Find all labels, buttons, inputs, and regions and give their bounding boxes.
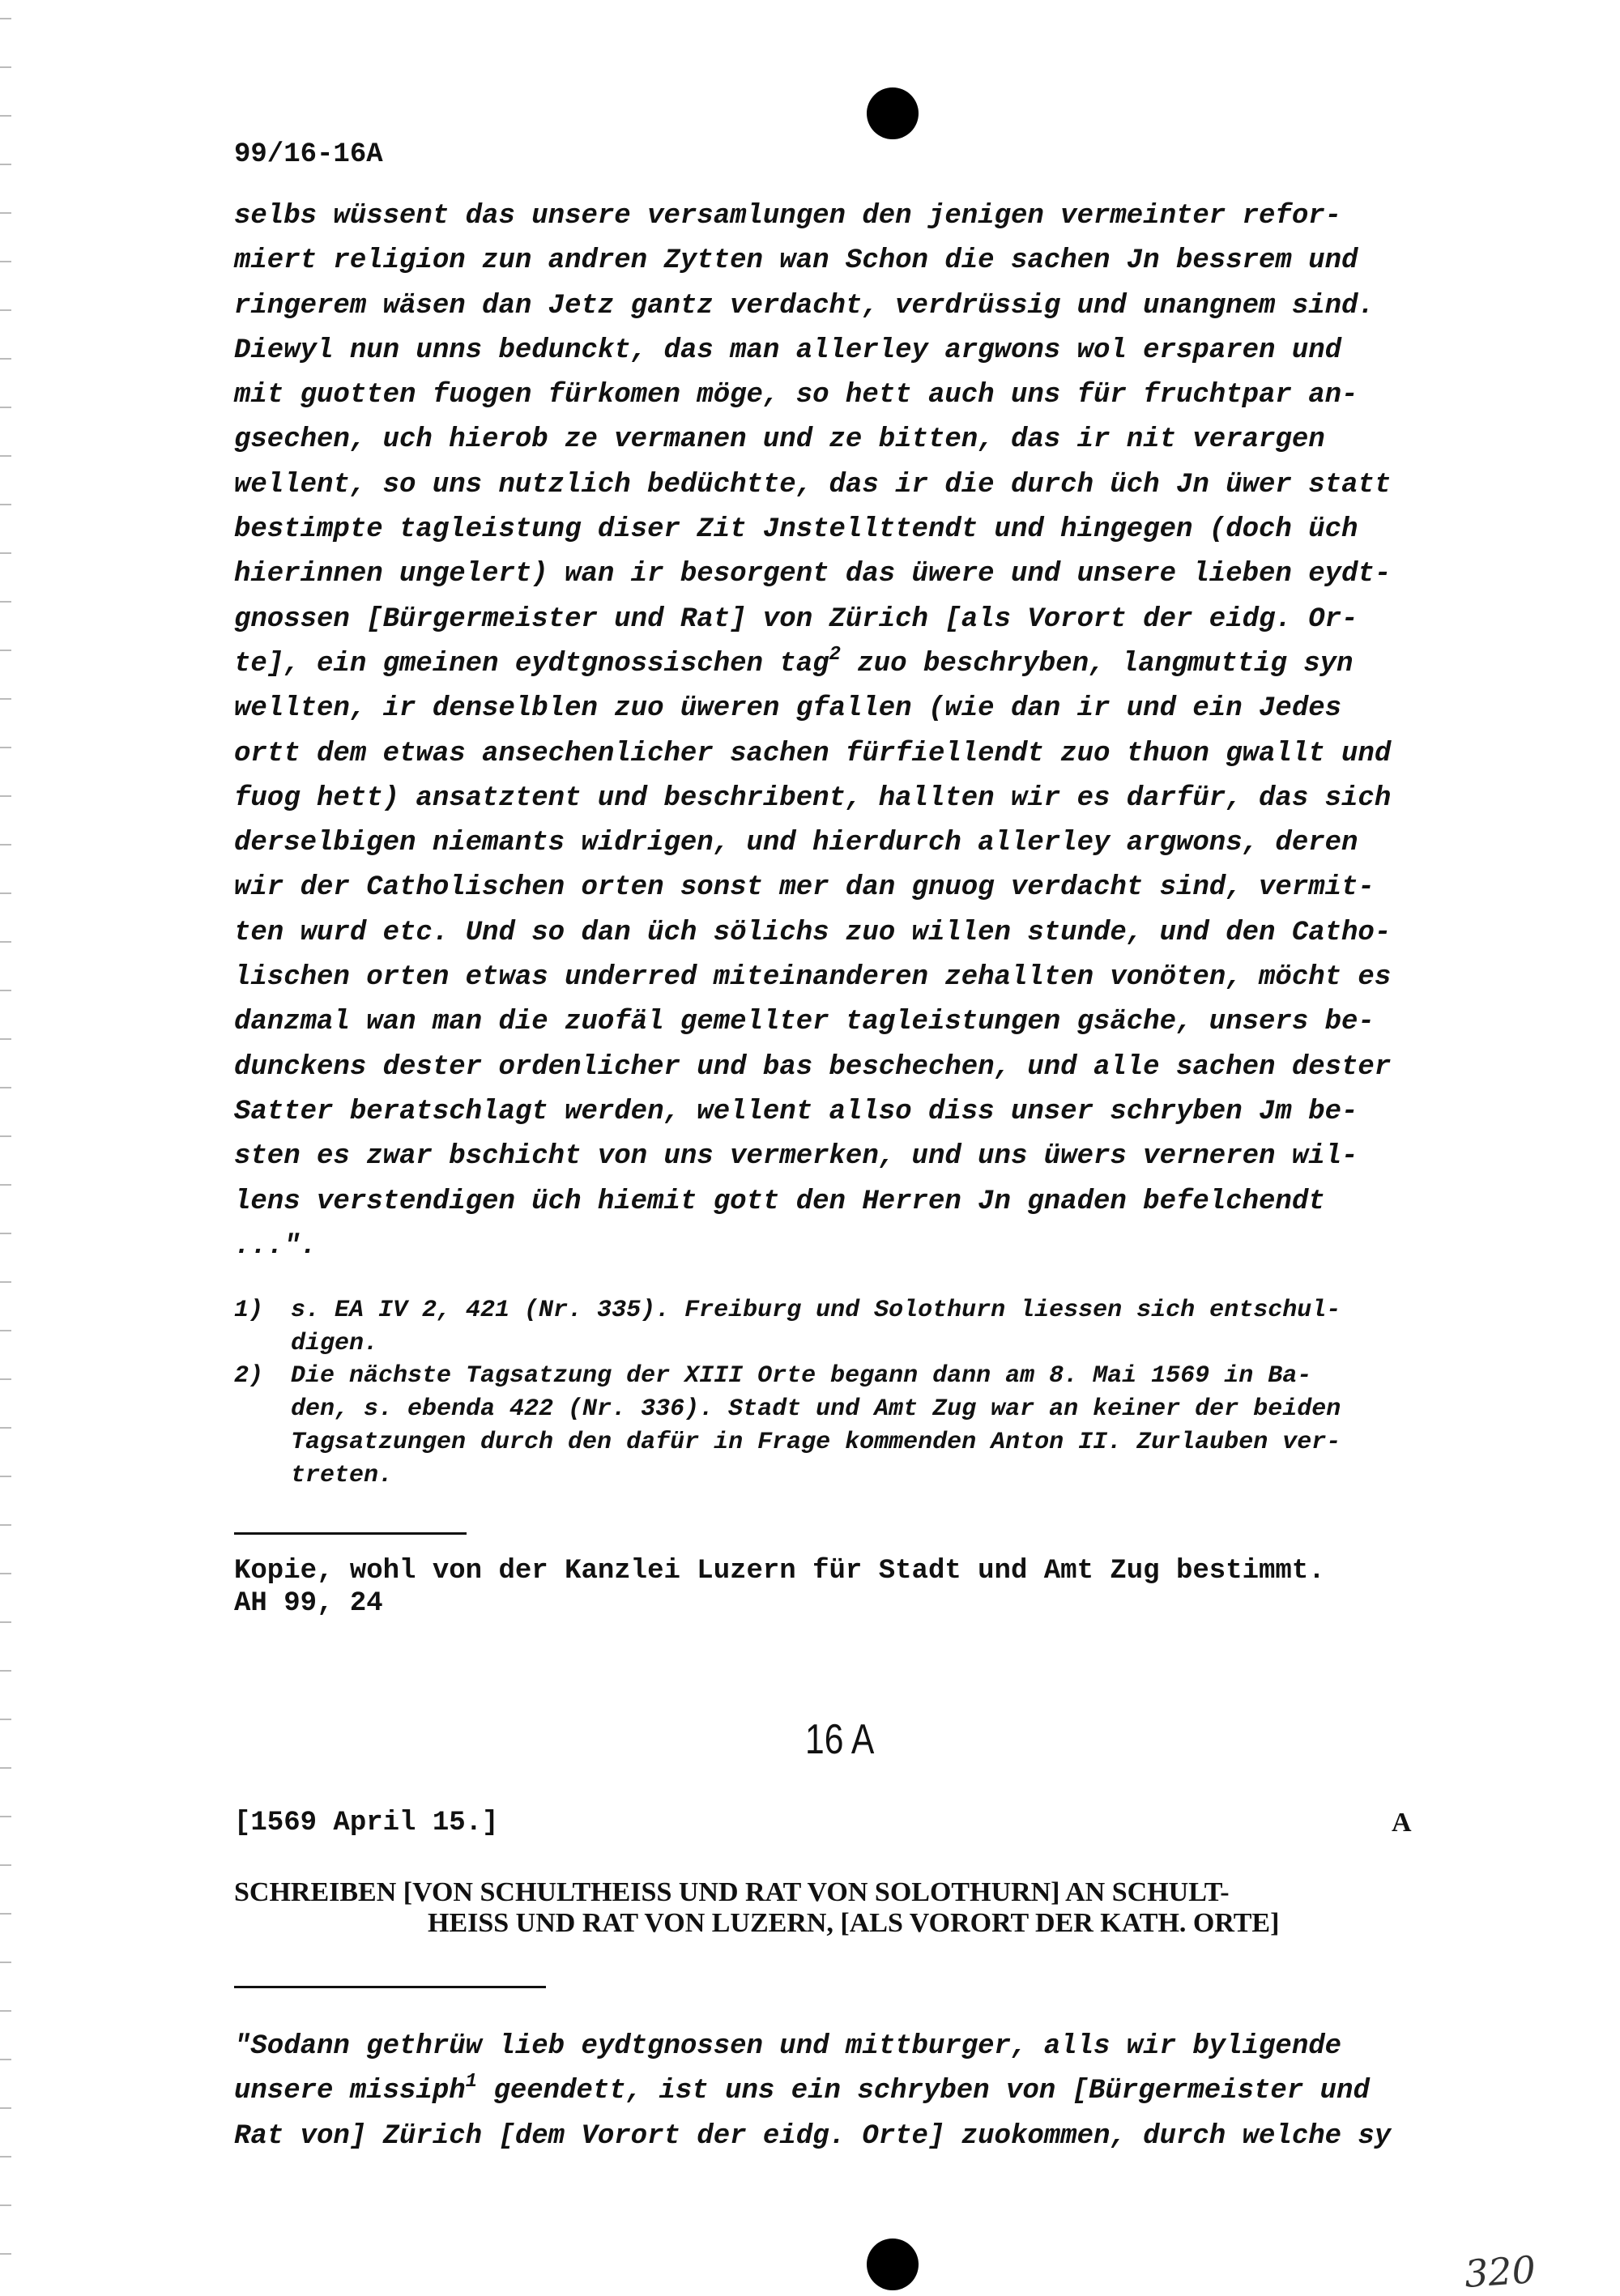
footnote-number: 2) <box>234 1362 264 1390</box>
document-marker: A <box>1392 1808 1412 1838</box>
document-reference: 99/16-16A <box>234 139 383 170</box>
footnote-marker: 2 <box>829 643 841 666</box>
text-line: ortt dem etwas ansechenlicher sachen fürfiellendt zuo thuon gwallt und <box>234 738 1392 769</box>
text-line: dunckens dester ordenlicher und bas beschechen, und alle sachen dester <box>234 1051 1392 1083</box>
text-line: fuog hett) ansatztent und beschribent, hallten wir es darfür, das sich <box>234 782 1392 814</box>
text-line: danzmal wan man die zuofäl gemellter tagleistungen gsäche, unsers be- <box>234 1007 1375 1038</box>
text-line: wir der Catholischen orten sonst mer dan gnuog verdacht sind, vermit- <box>234 872 1375 904</box>
footnote-2 <box>234 1360 1490 1493</box>
text-line-with-footnote <box>234 642 1490 687</box>
text-line: lischen orten etwas underred miteinanderen zehallten vonöten, möcht es <box>234 962 1392 994</box>
separator-rule <box>234 1986 546 1988</box>
footnote-1 <box>234 1294 1490 1361</box>
footnote-line: Tagsatzungen durch den dafür in Frage kommenden Anton II. Zurlauben ver- <box>291 1429 1341 1456</box>
text-line: ten wurd etc. Und so dan üch sölichs zuo willen stunde, und den Catho- <box>234 917 1392 948</box>
footnote-line: s. EA IV 2, 421 (Nr. 335). Freiburg und Solothurn liessen sich entschul- <box>291 1297 1341 1324</box>
document-title-line: HEISS UND RAT VON LUZERN, [ALS VORORT DER KATH. ORTE] <box>428 1908 1280 1938</box>
separator-rule <box>234 1532 467 1535</box>
text-line: gsechen, uch hierob ze vermanen und ze bitten, das ir nit verargen <box>234 424 1325 456</box>
text-line: wellent, so uns nutzlich bedüchtte, das ir die durch üch Jn üwer statt <box>234 469 1392 501</box>
document-date: [1569 April 15.] <box>234 1808 499 1838</box>
handwritten-page-number: 320 <box>1463 2247 1537 2296</box>
footnote-line: Die nächste Tagsatzung der XIII Orte begann dann am 8. Mai 1569 in Ba- <box>291 1362 1312 1390</box>
text-line: gnossen [Bürgermeister und Rat] von Zürich [als Vorort der eidg. Or- <box>234 603 1358 635</box>
text-line-with-footnote <box>234 2069 1530 2114</box>
text-line: derselbigen niemants widrigen, und hierdurch allerley argwons, deren <box>234 828 1358 859</box>
text-line: Diewyl nun unns bedunckt, das man allerley argwons wol ersparen und <box>234 334 1342 366</box>
punch-hole-bottom <box>867 2238 919 2290</box>
document-title-line: SCHREIBEN [VON SCHULTHEISS UND RAT VON SOLOTHURN] AN SCHULT- <box>234 1877 1230 1907</box>
text-segment: unsere missiph <box>234 2076 466 2107</box>
text-line: wellten, ir denselblen zuo üweren gfallen (wie dan ir und ein Jedes <box>234 693 1342 725</box>
text-line: mit guotten fuogen fürkomen möge, so hett auch uns für fruchtpar an- <box>234 380 1358 411</box>
punch-hole-top <box>867 87 919 139</box>
text-line: "Sodann gethrüw lieb eydtgnossen und mittburger, alls wir byligende <box>234 2031 1342 2062</box>
text-line: bestimpte tagleistung diser Zit Jnstellttendt und hingegen (doch üch <box>234 514 1358 546</box>
text-line: Satter beratschlagt werden, wellent allso diss unser schryben Jm be- <box>234 1096 1358 1127</box>
quoted-text <box>234 2025 1530 2159</box>
footnote-line: den, s. ebenda 422 (Nr. 336). Stadt und Amt Zug war an keiner der beiden <box>291 1395 1341 1423</box>
text-line: selbs wüssent das unsere versamlungen den jenigen vermeinter refor- <box>234 201 1342 232</box>
text-segment: te], ein gmeinen eydtgnossischen tag <box>234 648 829 679</box>
text-line: ringerem wäsen dan Jetz gantz verdacht, verdrüssig und unangnem sind. <box>234 290 1375 322</box>
footnote-line: digen. <box>291 1330 379 1357</box>
text-segment: zuo beschryben, langmuttig syn <box>840 648 1354 679</box>
footnote-marker: 1 <box>465 2071 478 2094</box>
footnote-number: 1) <box>234 1297 264 1324</box>
text-line: ...". <box>234 1230 318 1262</box>
document-number: 16 A <box>805 1716 875 1763</box>
footnote-line: treten. <box>291 1462 394 1489</box>
scanned-page-edge <box>0 0 11 2285</box>
text-line: sten es zwar bschicht von uns vermerken, und uns üwers verneren wil- <box>234 1141 1358 1173</box>
text-segment: geendett, ist uns ein schryben von [Bürgermeister und <box>477 2076 1370 2107</box>
source-line: AH 99, 24 <box>234 1588 383 1619</box>
source-note <box>234 1555 1325 1620</box>
text-line: lens verstendigen üch hiemit gott den Herren Jn gnaden befelchendt <box>234 1186 1325 1217</box>
source-line: Kopie, wohl von der Kanzlei Luzern für Stadt und Amt Zug bestimmt. <box>234 1556 1325 1587</box>
text-line: Rat von] Zürich [dem Vorort der eidg. Orte] zuokommen, durch welche sy <box>234 2120 1392 2152</box>
main-text <box>234 194 1490 1269</box>
text-line: hierinnen ungelert) wan ir besorgent das üwere und unsere lieben eydt- <box>234 559 1392 590</box>
text-line: miert religion zun andren Zytten wan Schon die sachen Jn bessrem und <box>234 245 1358 277</box>
